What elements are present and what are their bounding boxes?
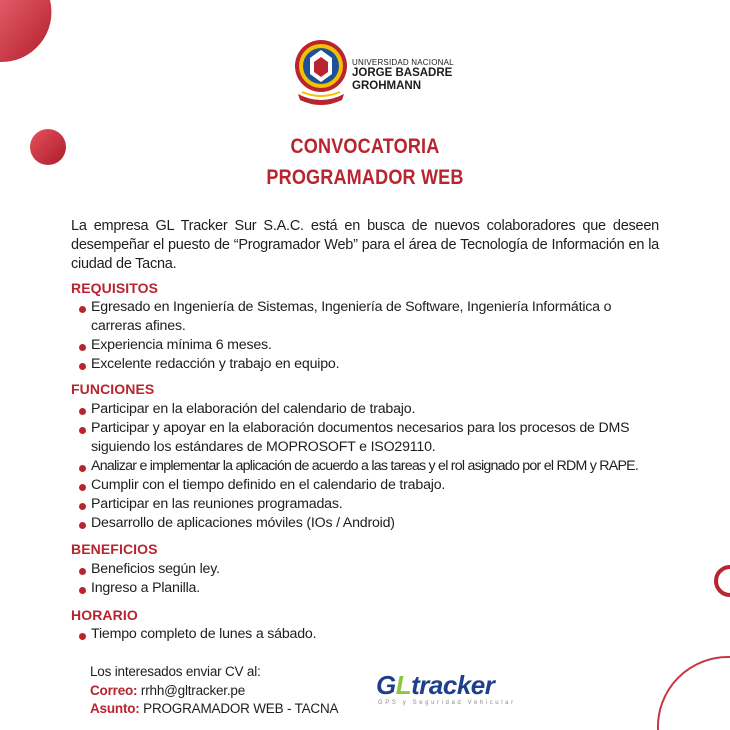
horario-list [78, 625, 668, 644]
list-item: Participar en la elaboración del calendario de trabajo. [78, 400, 668, 419]
gltracker-logo-icon [376, 672, 516, 706]
list-item: Ingreso a Planilla. [78, 579, 668, 598]
title-convocatoria: CONVOCATORIA [290, 135, 440, 158]
contact-intro: Los interesados enviar CV al: [90, 664, 261, 679]
title-position: PROGRAMADOR WEB [266, 166, 464, 189]
list-item: Participar en las reuniones programadas. [78, 495, 668, 514]
beneficios-list [78, 560, 668, 598]
gltracker-tagline: GPS y Seguridad Vehicular [378, 700, 516, 706]
list-item: Excelente redacción y trabajo en equipo. [78, 355, 638, 374]
list-item: Egresado en Ingeniería de Sistemas, Ingeniería de Software, Ingeniería Informática o carreras afines. [78, 298, 638, 336]
list-item: Analizar e implementar la aplicación de acuerdo a las tareas y el rol asignado por el RDM y RAPE. [78, 457, 668, 476]
list-item: Cumplir con el tiempo definido en el calendario de trabajo. [78, 476, 668, 495]
list-item: Beneficios según ley. [78, 560, 668, 579]
university-line3: GROHMANN [352, 80, 421, 93]
university-line1: UNIVERSIDAD NACIONAL [352, 58, 454, 67]
gltracker-logo-tracker: tracker [411, 670, 495, 700]
bottom-right-arc-decoration [655, 655, 730, 730]
section-heading-requisitos: REQUISITOS [71, 280, 159, 296]
list-item: Participar y apoyar en la elaboración documentos necesarios para los procesos de DMS siguiendo los estándares de MOPROSOFT e ISO29110. [78, 419, 668, 457]
asunto-value: PROGRAMADOR WEB - TACNA [143, 701, 339, 716]
requisitos-list [78, 298, 638, 374]
correo-label: Correo: [90, 682, 138, 698]
university-line2: JORGE BASADRE [352, 67, 453, 80]
university-crest-icon [292, 36, 350, 108]
top-left-arc-decoration [0, 0, 60, 70]
list-item: Tiempo completo de lunes a sábado. [78, 625, 668, 644]
list-item: Experiencia mínima 6 meses. [78, 336, 638, 355]
gltracker-logo-l: L [395, 670, 412, 700]
section-heading-horario: HORARIO [71, 607, 138, 623]
list-item: Desarrollo de aplicaciones móviles (IOs / Android) [78, 514, 668, 533]
section-heading-beneficios: BENEFICIOS [71, 541, 158, 557]
correo-value[interactable]: rrhh@gltracker.pe [140, 682, 246, 698]
contact-block [90, 663, 338, 719]
gltracker-logo-g: G [376, 670, 396, 700]
university-logo [292, 36, 462, 110]
intro-paragraph: La empresa GL Tracker Sur S.A.C. está en busca de nuevos colaboradores que deseen desempeñar el puesto de “Programador Web” para el área de Tecnología de Información en la ciudad de Tacna. [71, 218, 659, 272]
right-ring-decoration [712, 564, 730, 598]
asunto-label: Asunto: [90, 701, 140, 716]
funciones-list [78, 400, 668, 533]
section-heading-funciones: FUNCIONES [71, 381, 155, 397]
